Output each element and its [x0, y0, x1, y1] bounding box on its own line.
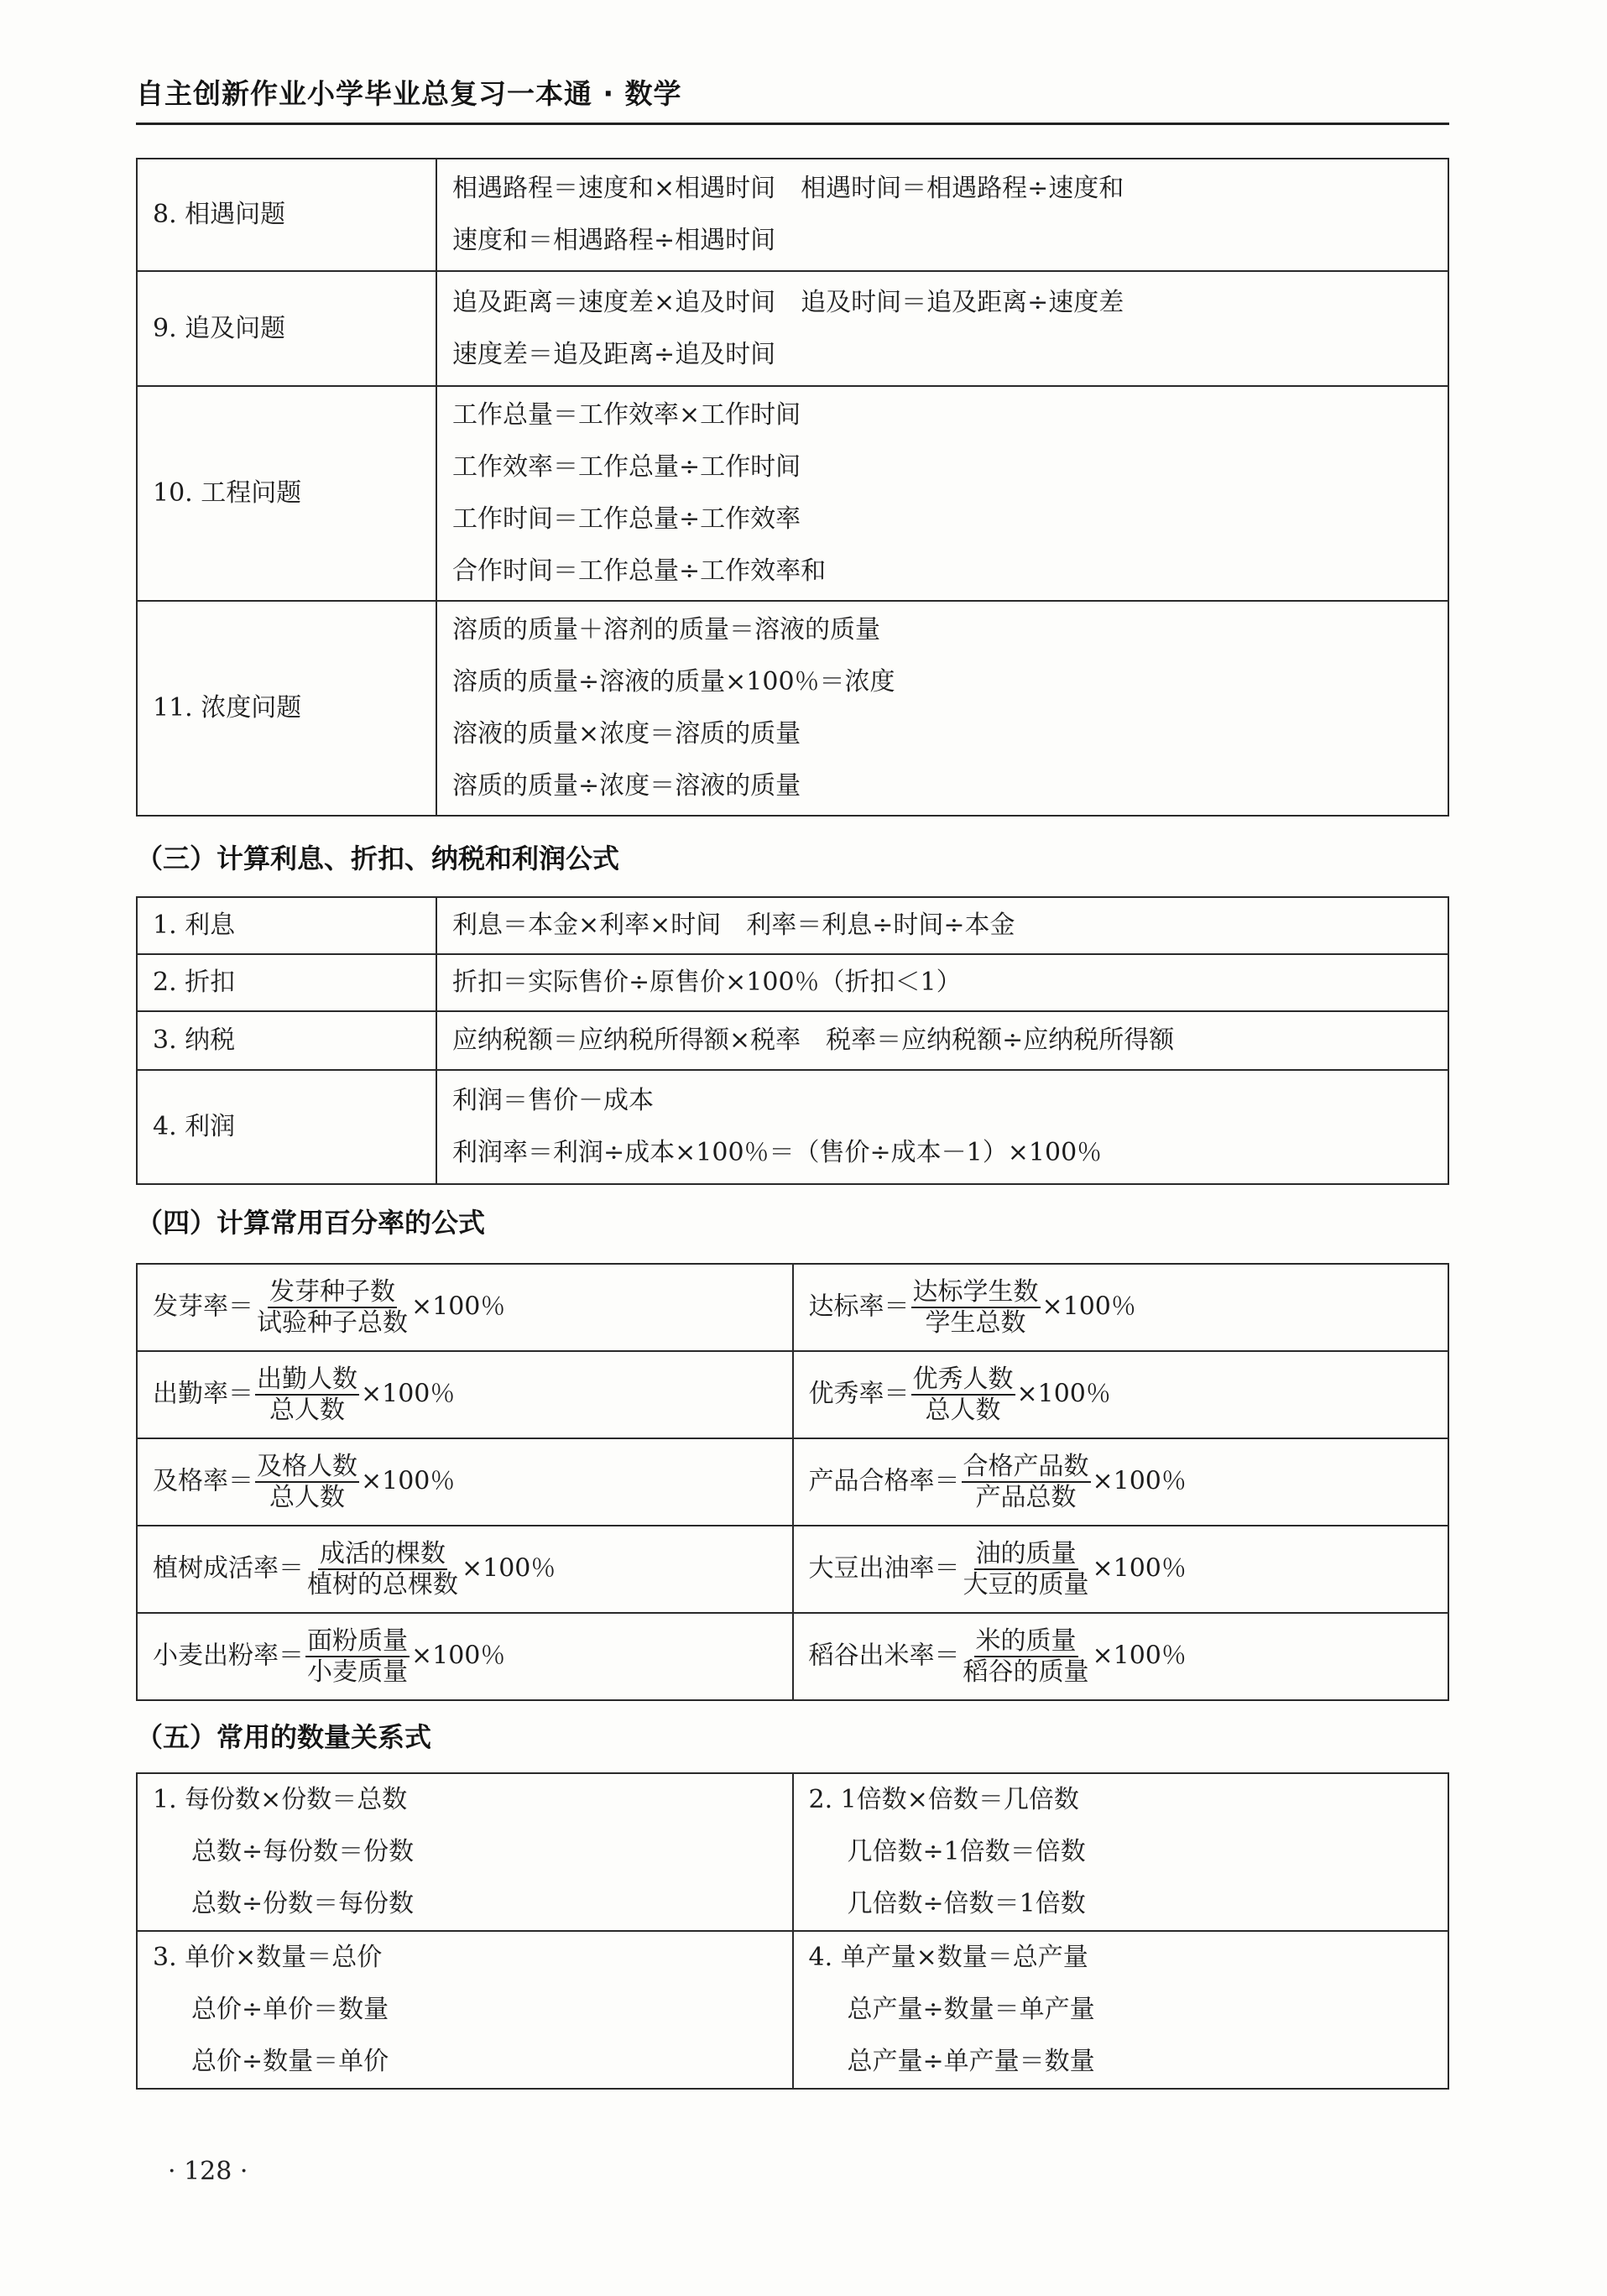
formula-name: 稻谷出米率＝ [808, 1641, 960, 1670]
formula-name: 发芽率＝ [153, 1292, 253, 1321]
formula-name: 达标率＝ [808, 1292, 910, 1321]
formula-cell [436, 271, 1448, 386]
percentage-formula [137, 1526, 793, 1613]
percentage-formula [793, 1264, 1449, 1351]
formula-suffix: ×100％ [411, 1641, 506, 1670]
fraction-denominator: 总人数 [925, 1396, 1001, 1425]
formula-line: 利润＝售价－成本 [452, 1086, 654, 1115]
table-row [137, 159, 1448, 271]
formula-suffix: ×100％ [1092, 1641, 1187, 1670]
table-row [137, 1613, 1448, 1700]
fraction-denominator: 植树的总棵数 [307, 1570, 458, 1599]
row-label: 11. 浓度问题 [137, 601, 436, 816]
formula-line: 速度差＝追及距离÷追及时间 [452, 339, 776, 369]
relation-line: 总数÷份数＝每份数 [191, 1889, 415, 1918]
percentage-formula [793, 1526, 1449, 1613]
formula-name: 优秀率＝ [808, 1379, 910, 1408]
fraction [255, 1366, 359, 1424]
fraction [962, 1538, 1091, 1599]
formula-cell [436, 601, 1448, 816]
formula-line: 追及距离＝速度差×追及时间 追及时间＝追及距离÷速度差 [452, 287, 1124, 317]
fraction-numerator: 油的质量 [974, 1541, 1078, 1571]
row-label: 3. 纳税 [137, 1011, 436, 1070]
page-number: · 128 · [168, 2157, 248, 2186]
fraction [911, 1366, 1015, 1424]
relation-line: 总产量÷数量＝单产量 [847, 1995, 1095, 2024]
table-row [137, 386, 1448, 601]
percentage-formula [137, 1613, 793, 1700]
relation-line: 几倍数÷倍数＝1倍数 [847, 1889, 1086, 1918]
fraction-numerator: 出勤人数 [255, 1366, 359, 1396]
formula-line: 溶质的质量＋溶剂的质量＝溶液的质量 [452, 615, 880, 644]
fraction [911, 1276, 1041, 1338]
fraction-numerator: 发芽种子数 [268, 1279, 397, 1309]
percentage-formula [793, 1351, 1449, 1438]
problem-formulas-table [136, 158, 1449, 817]
table-row [137, 1264, 1448, 1351]
relation-line: 总价÷单价＝数量 [191, 1995, 389, 2024]
row-label: 4. 利润 [137, 1070, 436, 1184]
fraction [305, 1538, 460, 1599]
table-row [137, 1351, 1448, 1438]
formula-line: 相遇路程＝速度和×相遇时间 相遇时间＝相遇路程÷速度和 [452, 174, 1124, 203]
section-heading-quantity: （五）常用的数量关系式 [136, 1721, 432, 1753]
fraction [255, 1453, 359, 1511]
formula-line: 工作时间＝工作总量÷工作效率 [452, 504, 801, 534]
quantity-relations-table [136, 1772, 1449, 2090]
formula-suffix: ×100％ [411, 1292, 506, 1321]
table-row [137, 1931, 1448, 2089]
formula-name: 及格率＝ [153, 1466, 253, 1495]
fraction-numerator: 优秀人数 [911, 1366, 1015, 1396]
formula-line: 溶液的质量×浓度＝溶质的质量 [452, 719, 801, 749]
relation-cell [137, 1931, 793, 2089]
table-row [137, 1070, 1448, 1184]
formula-cell: 利息＝本金×利率×时间 利率＝利息÷时间÷本金 [436, 897, 1448, 954]
formula-name: 产品合格率＝ [808, 1466, 960, 1495]
formula-name: 小麦出粉率＝ [153, 1641, 304, 1670]
relation-cell [793, 1773, 1449, 1931]
formula-line: 利润率＝利润÷成本×100％＝（售价÷成本－1）×100％ [452, 1138, 1103, 1167]
percentage-formula [137, 1438, 793, 1526]
percentage-formula [793, 1613, 1449, 1700]
fraction-numerator: 成活的棵数 [318, 1541, 447, 1571]
fraction-denominator: 总人数 [269, 1396, 345, 1425]
percentage-formulas-table [136, 1263, 1449, 1701]
formula-name: 大豆出油率＝ [808, 1553, 960, 1583]
fraction-denominator: 学生总数 [925, 1308, 1026, 1338]
fraction-numerator: 合格产品数 [962, 1453, 1091, 1484]
header-rule [136, 123, 1449, 125]
fraction-denominator: 总人数 [269, 1483, 345, 1512]
fraction-denominator: 试验种子总数 [257, 1308, 408, 1338]
table-row [137, 271, 1448, 386]
fraction-numerator: 面粉质量 [305, 1628, 410, 1658]
formula-cell [436, 1070, 1448, 1184]
row-label: 10. 工程问题 [137, 386, 436, 601]
formula-name: 植树成活率＝ [153, 1553, 304, 1583]
table-row [137, 1438, 1448, 1526]
percentage-formula [137, 1351, 793, 1438]
relation-line: 1. 每份数×份数＝总数 [153, 1785, 408, 1814]
formula-cell: 折扣＝实际售价÷原售价×100％（折扣＜1） [436, 954, 1448, 1011]
page-header-title: 自主创新作业小学毕业总复习一本通 · 数学 [136, 77, 682, 110]
table-row [137, 601, 1448, 816]
formula-suffix: ×100％ [1092, 1553, 1187, 1583]
relation-line: 总价÷数量＝单价 [191, 2047, 389, 2076]
formula-cell: 应纳税额＝应纳税所得额×税率 税率＝应纳税额÷应纳税所得额 [436, 1011, 1448, 1070]
table-row [137, 1773, 1448, 1931]
fraction [255, 1276, 410, 1338]
percentage-formula [793, 1438, 1449, 1526]
relation-line: 总产量÷单产量＝数量 [847, 2047, 1095, 2076]
relation-cell [793, 1931, 1449, 2089]
relation-line: 几倍数÷1倍数＝倍数 [847, 1837, 1086, 1866]
formula-cell [436, 386, 1448, 601]
relation-line: 总数÷每份数＝份数 [191, 1837, 415, 1866]
percentage-formula [137, 1264, 793, 1351]
fraction-denominator: 稻谷的质量 [963, 1657, 1089, 1687]
formula-line: 工作效率＝工作总量÷工作时间 [452, 452, 801, 482]
relation-line: 2. 1倍数×倍数＝几倍数 [808, 1785, 1079, 1814]
row-label: 2. 折扣 [137, 954, 436, 1011]
fraction-denominator: 小麦质量 [307, 1657, 408, 1687]
formula-suffix: ×100％ [462, 1553, 556, 1583]
formula-suffix: ×100％ [1016, 1379, 1111, 1408]
fraction-numerator: 及格人数 [255, 1453, 359, 1484]
row-label: 1. 利息 [137, 897, 436, 954]
section-heading-percentage: （四）计算常用百分率的公式 [136, 1207, 486, 1239]
fraction-denominator: 大豆的质量 [963, 1570, 1089, 1599]
row-label: 8. 相遇问题 [137, 159, 436, 271]
relation-line: 3. 单价×数量＝总价 [153, 1943, 383, 1972]
section-heading-interest: （三）计算利息、折扣、纳税和利润公式 [136, 843, 620, 874]
fraction [962, 1453, 1091, 1511]
formula-line: 工作总量＝工作效率×工作时间 [452, 400, 801, 430]
formula-line: 合作时间＝工作总量÷工作效率和 [452, 556, 827, 586]
table-row [137, 954, 1448, 1011]
fraction [305, 1625, 410, 1687]
formula-name: 出勤率＝ [153, 1379, 253, 1408]
relation-line: 4. 单产量×数量＝总产量 [808, 1943, 1088, 1972]
formula-line: 溶质的质量÷溶液的质量×100％＝浓度 [452, 667, 895, 697]
formula-line: 溶质的质量÷浓度＝溶液的质量 [452, 771, 801, 801]
formula-suffix: ×100％ [361, 1379, 456, 1408]
table-row [137, 897, 1448, 954]
formula-cell [436, 159, 1448, 271]
formula-suffix: ×100％ [1092, 1466, 1187, 1495]
formula-line: 速度和＝相遇路程÷相遇时间 [452, 226, 776, 255]
relation-cell [137, 1773, 793, 1931]
row-label: 9. 追及问题 [137, 271, 436, 386]
fraction-numerator: 米的质量 [974, 1628, 1078, 1658]
table-row [137, 1011, 1448, 1070]
fraction [962, 1625, 1091, 1687]
fraction-numerator: 达标学生数 [911, 1279, 1041, 1309]
formula-suffix: ×100％ [361, 1466, 456, 1495]
interest-discount-table [136, 896, 1449, 1185]
fraction-denominator: 产品总数 [975, 1483, 1077, 1512]
formula-suffix: ×100％ [1041, 1292, 1136, 1321]
table-row [137, 1526, 1448, 1613]
